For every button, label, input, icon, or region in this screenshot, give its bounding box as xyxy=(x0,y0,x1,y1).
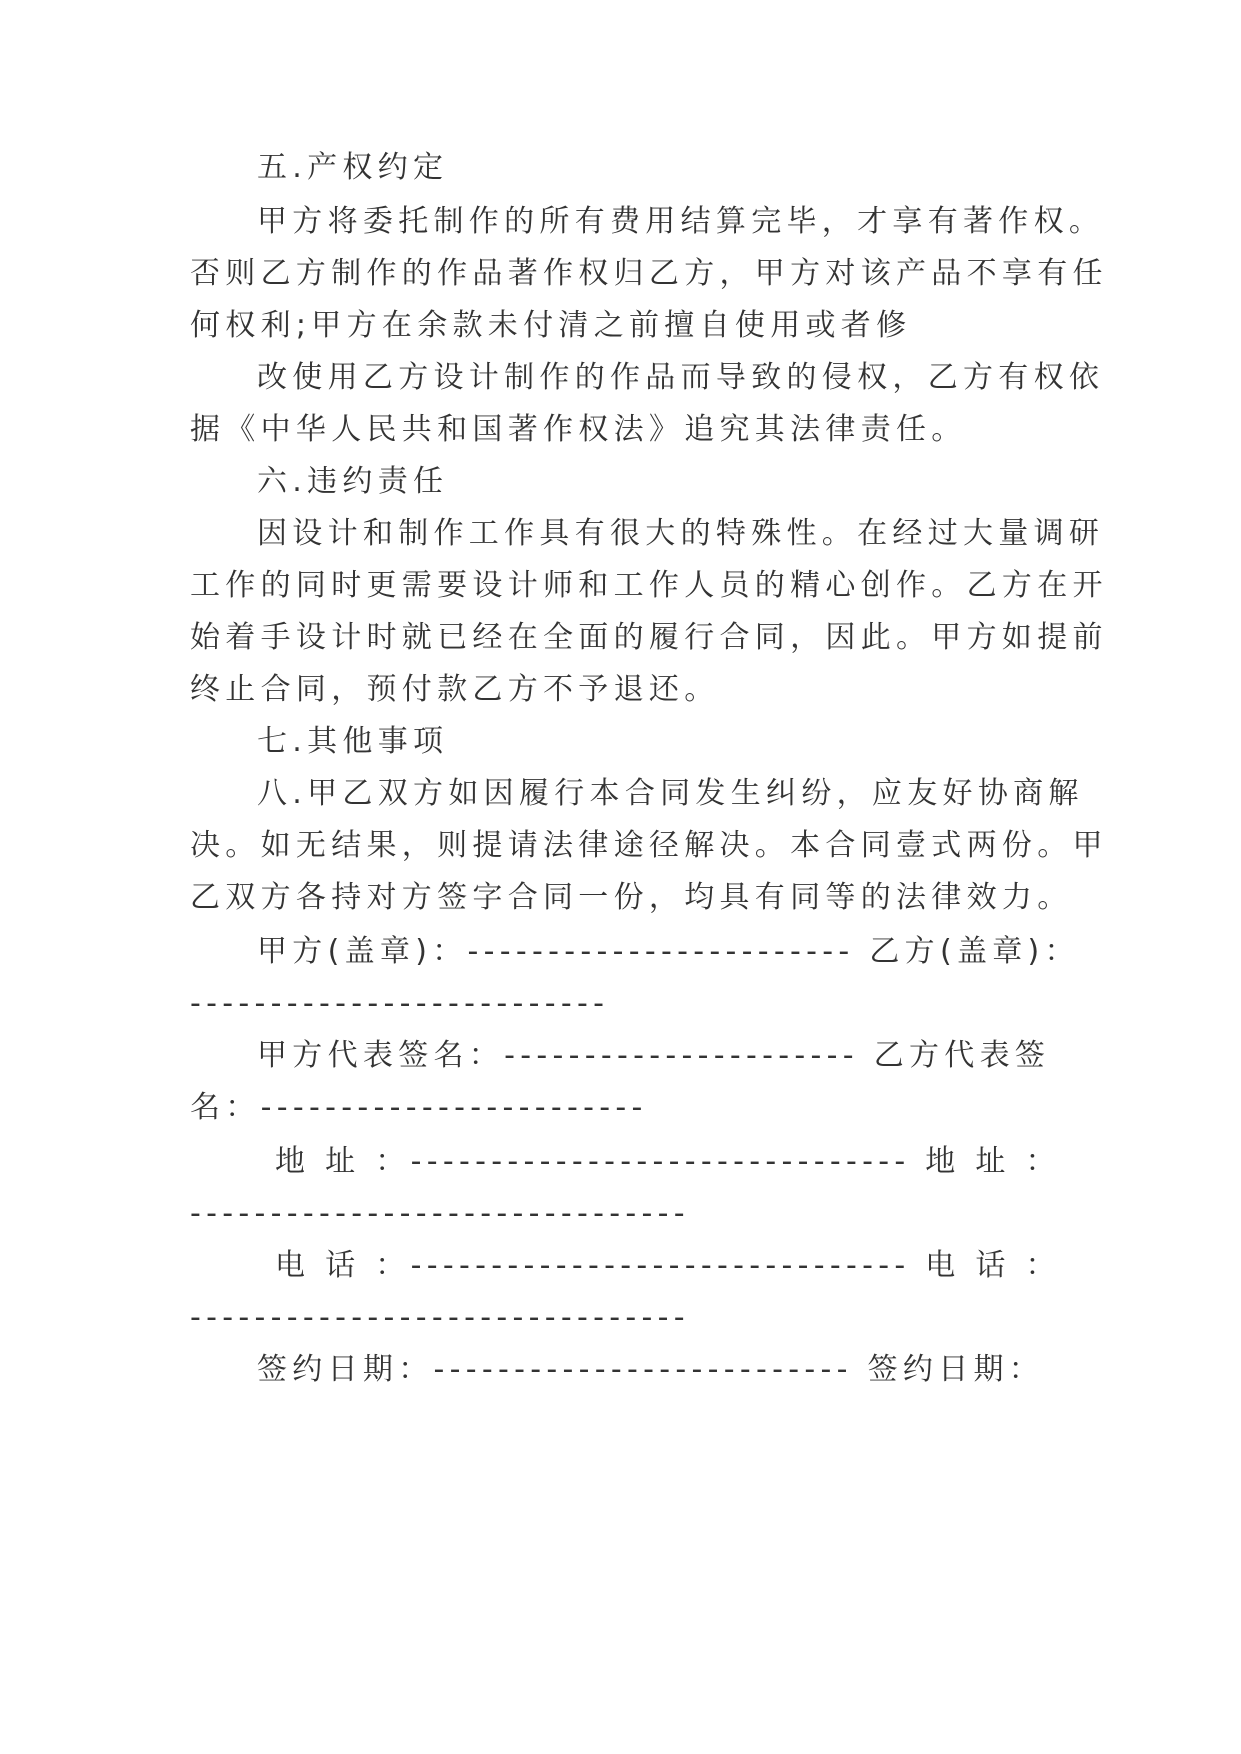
address-blank: ------------------------------- xyxy=(190,1196,690,1231)
body-line: 改使用乙方设计制作的作品而导致的侵权，乙方有权依 xyxy=(257,360,1105,395)
signature-seal-blank: -------------------------- xyxy=(190,986,610,1021)
section-heading-other: 七.其他事项 xyxy=(257,724,449,759)
body-line: 乙双方各持对方签字合同一份，均具有同等的法律效力。 xyxy=(190,880,1073,915)
body-line: 八.甲乙双方如因履行本合同发生纠纷，应友好协商解 xyxy=(257,776,1084,811)
signing-date-line: 签约日期：-------------------------- 签约日期： xyxy=(257,1352,1045,1387)
body-line: 何权利;甲方在余款未付清之前擅自使用或者修 xyxy=(190,308,912,343)
body-line: 决。如无结果，则提请法律途径解决。本合同壹式两份。甲 xyxy=(190,828,1108,863)
signature-rep-line: 甲方代表签名：---------------------- 乙方代表签 xyxy=(257,1038,1051,1073)
signature-seal-line: 甲方(盖章)：------------------------ 乙方(盖章)： xyxy=(257,934,1080,969)
signature-rep-blank: 名：------------------------ xyxy=(190,1090,648,1125)
body-line: 因设计和制作工作具有很大的特殊性。在经过大量调研 xyxy=(257,516,1105,551)
body-line: 甲方将委托制作的所有费用结算完毕，才享有著作权。 xyxy=(257,204,1105,239)
body-line: 工作的同时更需要设计师和工作人员的精心创作。乙方在开 xyxy=(190,568,1108,603)
phone-blank: ------------------------------- xyxy=(190,1300,690,1335)
body-line: 否则乙方制作的作品著作权归乙方，甲方对该产品不享有任 xyxy=(190,256,1108,291)
section-heading-ownership: 五.产权约定 xyxy=(257,150,449,185)
body-line: 始着手设计时就已经在全面的履行合同，因此。甲方如提前 xyxy=(190,620,1108,655)
body-line: 据《中华人民共和国著作权法》追究其法律责任。 xyxy=(190,412,967,447)
section-heading-breach: 六.违约责任 xyxy=(257,464,449,499)
address-line: 地 址 ：------------------------------- 地 址 ： xyxy=(275,1144,1061,1179)
body-line: 终止合同，预付款乙方不予退还。 xyxy=(190,672,720,707)
phone-line: 电 话 ：------------------------------- 电 话 ： xyxy=(275,1248,1061,1283)
